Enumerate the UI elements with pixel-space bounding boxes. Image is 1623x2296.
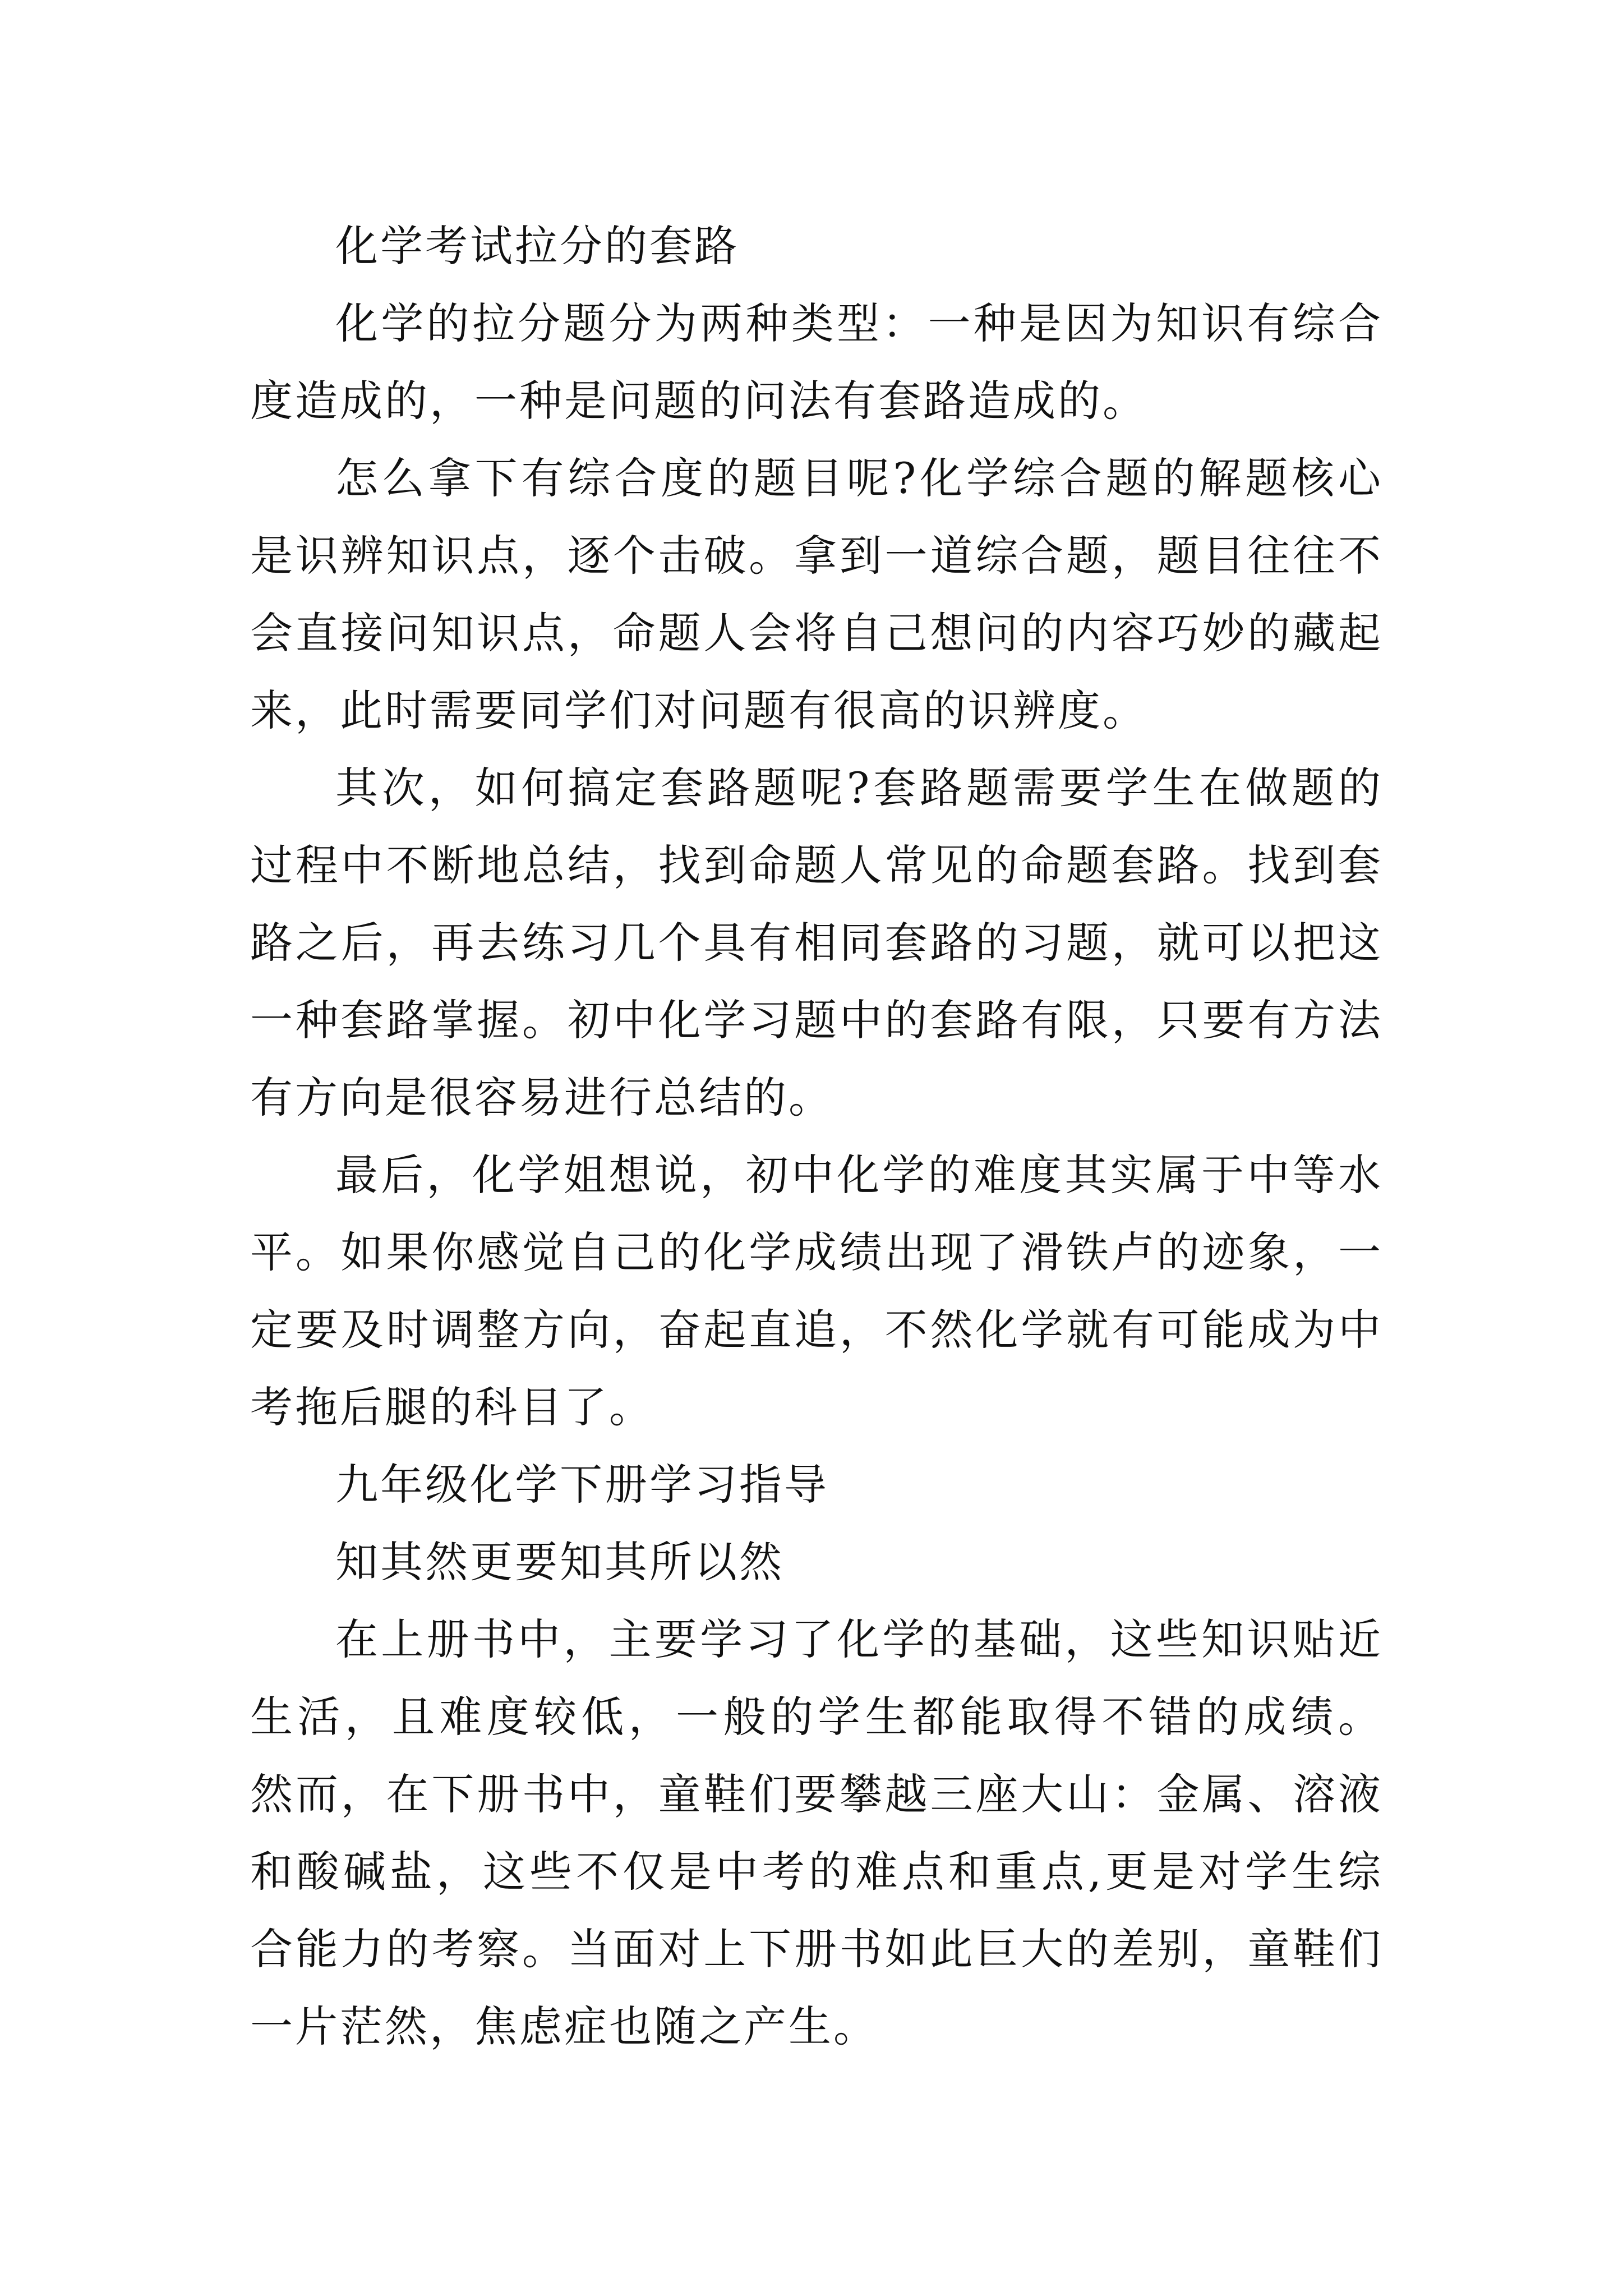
paragraph-conclusion: 最后，化学姐想说，初中化学的难度其实属于中等水平。如果你感觉自己的化学成绩出现了滑铁卢的迹象，一定要及时调整方向，奋起直追，不然化学就有可能成为中考拖后腿的科目了。 bbox=[250, 1150, 1383, 1432]
subheading-know-why: 知其然更要知其所以然 bbox=[335, 1537, 784, 1587]
document-body bbox=[250, 208, 1383, 2065]
section-heading-exam-tricks: 化学考试拉分的套路 bbox=[335, 221, 739, 271]
paragraph-comprehensive-questions: 怎么拿下有综合度的题目呢?化学综合题的解题核心是识辨知识点，逐个击破。拿到一道综合题，题目往往不会直接问知识点，命题人会将自己想问的内容巧妙的藏起来，此时需要同学们对问题有很高的识辨度。 bbox=[250, 453, 1383, 735]
section-heading-study-guide: 九年级化学下册学习指导 bbox=[335, 1460, 829, 1510]
paragraph-question-types: 化学的拉分题分为两种类型：一种是因为知识有综合度造成的，一种是问题的问法有套路造成的。 bbox=[250, 298, 1383, 426]
paragraph-textbook-comparison: 在上册书中，主要学习了化学的基础，这些知识贴近生活，且难度较低，一般的学生都能取得不错的成绩。 然而，在下册书中，童鞋们要攀越三座大山：金属、溶液和酸碱盐，这些不仅是中考的难点和重点,更是对学生综合能力的考察。当面对上下册书如此巨大的差别，童鞋们一片茫然，焦虑症也随之产生。 bbox=[250, 1614, 1383, 2051]
paragraph-pattern-questions: 其次，如何搞定套路题呢?套路题需要学生在做题的过程中不断地总结，找到命题人常见的命题套路。找到套路之后，再去练习几个具有相同套路的习题，就可以把这一种套路掌握。初中化学习题中的套路有限，只要有方法有方向是很容易进行总结的。 bbox=[250, 763, 1383, 1122]
